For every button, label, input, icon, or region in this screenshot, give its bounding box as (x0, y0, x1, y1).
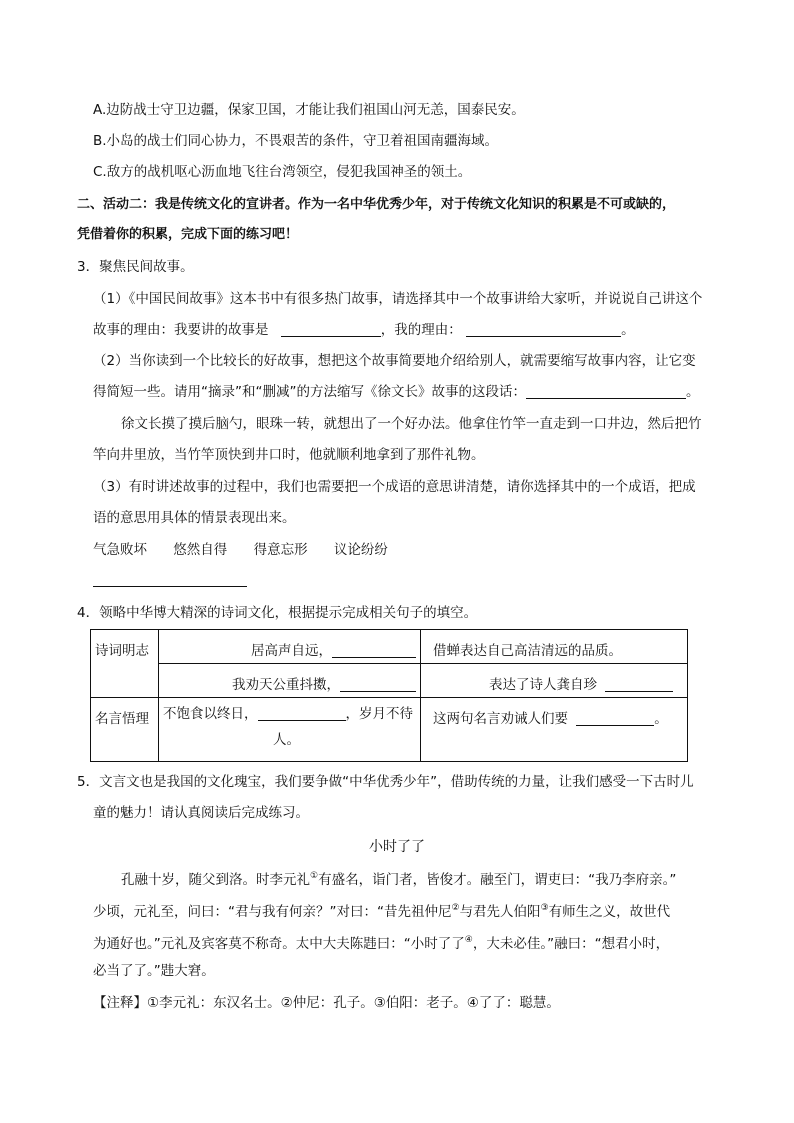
story-passage-line2: 竿向井里放，当竹竿顶快到井口时，他就顺利地拿到了那件礼物。 (93, 447, 485, 463)
option-b: B.小岛的战士们同心协力，不畏艰苦的条件，守卫着祖国南疆海域。 (93, 133, 499, 149)
q3-part3-line1: （3）有时讲述故事的过程中，我们也需要把一个成语的意思讲清楚，请你选择其中的一个成语，把成 (93, 479, 696, 495)
poem-cell: 借蝉表达自己高洁清远的品质。 (421, 630, 688, 664)
poem-cell: 不饱食以终日， ，岁月不待 人。 (159, 698, 421, 762)
passage-line1: 孔融十岁，随父到洛。时李元礼①有盛名，诣门者，皆俊才。融至门，谓吏曰：“我乃李府亲。” (121, 871, 677, 888)
q3-part2-line2 (93, 383, 699, 401)
option-c: C.敌方的战机呕心沥血地飞往台湾领空，侵犯我国神圣的领土。 (93, 164, 472, 180)
q3-title: 3．聚焦民间故事。 (77, 259, 194, 275)
passage-line4: 必当了了。”韪大窘。 (93, 963, 215, 979)
story-name-blank[interactable] (281, 322, 381, 337)
q3-part1-prompt-reason: ，我的理由： (380, 322, 462, 338)
q3-part3-line2: 语的意思用具体的情景表现出来。 (93, 510, 296, 526)
story-passage-line1: 徐文长摸了摸后脑勺，眼珠一转，就想出了一个好办法。他拿住竹竿一直走到一口井边，然后把竹 (121, 416, 702, 432)
note-marker-1: ① (310, 871, 319, 881)
story-reason-blank[interactable] (466, 322, 621, 337)
q3-part1-end: 。 (621, 322, 635, 338)
poem-row-label: 名言悟理 (91, 698, 159, 762)
poem-cell: 这两句名言劝诫人们要 。 (421, 698, 688, 762)
poem-cell: 我劝天公重抖擞， (159, 664, 421, 698)
note-marker-3: ③ (540, 903, 549, 913)
q3-part2-prompt: 得简短一些。请用“摘录”和“删减”的方法缩写《徐文长》故事的这段话： (93, 384, 526, 400)
q5-intro-line2: 童的魅力！请认真阅读后完成练习。 (93, 805, 309, 821)
poem-blank[interactable] (576, 711, 654, 726)
passage-line3: 为通好也。”元礼及宾客莫不称奇。太中大夫陈韪曰：“小时了了④，大未必佳。”融曰：“想君小时， (93, 935, 670, 952)
idiom-option[interactable]: 得意忘形 (253, 542, 308, 558)
poem-cell: 表达了诗人龚自珍 (421, 664, 688, 698)
poem-blank[interactable] (258, 706, 346, 721)
passage-line2: 少顷，元礼至，问曰：“君与我有何亲？”对曰：“昔先祖仲尼②与君先人伯阳③有师生之义，故世代 (93, 903, 671, 920)
note-marker-2: ② (451, 903, 460, 913)
idiom-list (93, 541, 388, 559)
option-a: A.边防战士守卫边疆，保家卫国，才能让我们祖国山河无恙，国泰民安。 (93, 102, 525, 118)
abridge-blank[interactable] (526, 384, 686, 399)
poem-row-label: 诗词明志 (91, 630, 159, 698)
q3-part1-line2 (93, 321, 635, 339)
poem-blank[interactable] (340, 677, 416, 692)
poem-cell: 居高声自远， (159, 630, 421, 664)
q3-part2-end: 。 (685, 384, 700, 400)
activity2-heading-line2: 凭借着你的积累，完成下面的练习吧！ (77, 227, 299, 242)
idiom-option[interactable]: 议论纷纷 (333, 542, 388, 558)
idiom-option[interactable]: 悠然自得 (173, 542, 228, 558)
poem-blank[interactable] (332, 643, 416, 658)
passage-notes: 【注释】①李元礼：东汉名士。②仲尼：孔子。③伯阳：老子。④了了：聪慧。 (93, 995, 560, 1011)
passage-title: 小时了了 (369, 839, 425, 855)
idiom-answer-blank[interactable] (93, 586, 247, 587)
q3-part2-line1: （2）当你读到一个比较长的好故事，想把这个故事简要地介绍给别人，就需要缩写故事内容，让它变 (93, 353, 696, 369)
poem-table (90, 629, 688, 762)
q4-title: 4．领略中华博大精深的诗词文化，根据提示完成相关句子的填空。 (77, 605, 478, 621)
q3-part1-prompt-story: 故事的理由：我要讲的故事是 (93, 322, 269, 338)
poem-blank[interactable] (605, 677, 673, 692)
q5-intro-line1: 5．文言文也是我国的文化瑰宝，我们要争做“中华优秀少年”，借助传统的力量，让我们感受一下古时儿 (77, 774, 694, 790)
q3-part1-line1: （1）《中国民间故事》这本书中有很多热门故事，请选择其中一个故事讲给大家听，并说说自己讲这个 (93, 291, 703, 307)
note-marker-4: ④ (464, 935, 473, 945)
activity2-heading-line1: 二、活动二：我是传统文化的宣讲者。作为一名中华优秀少年，对于传统文化知识的积累是不可或缺的， (77, 197, 676, 212)
idiom-option[interactable]: 气急败坏 (93, 542, 147, 558)
